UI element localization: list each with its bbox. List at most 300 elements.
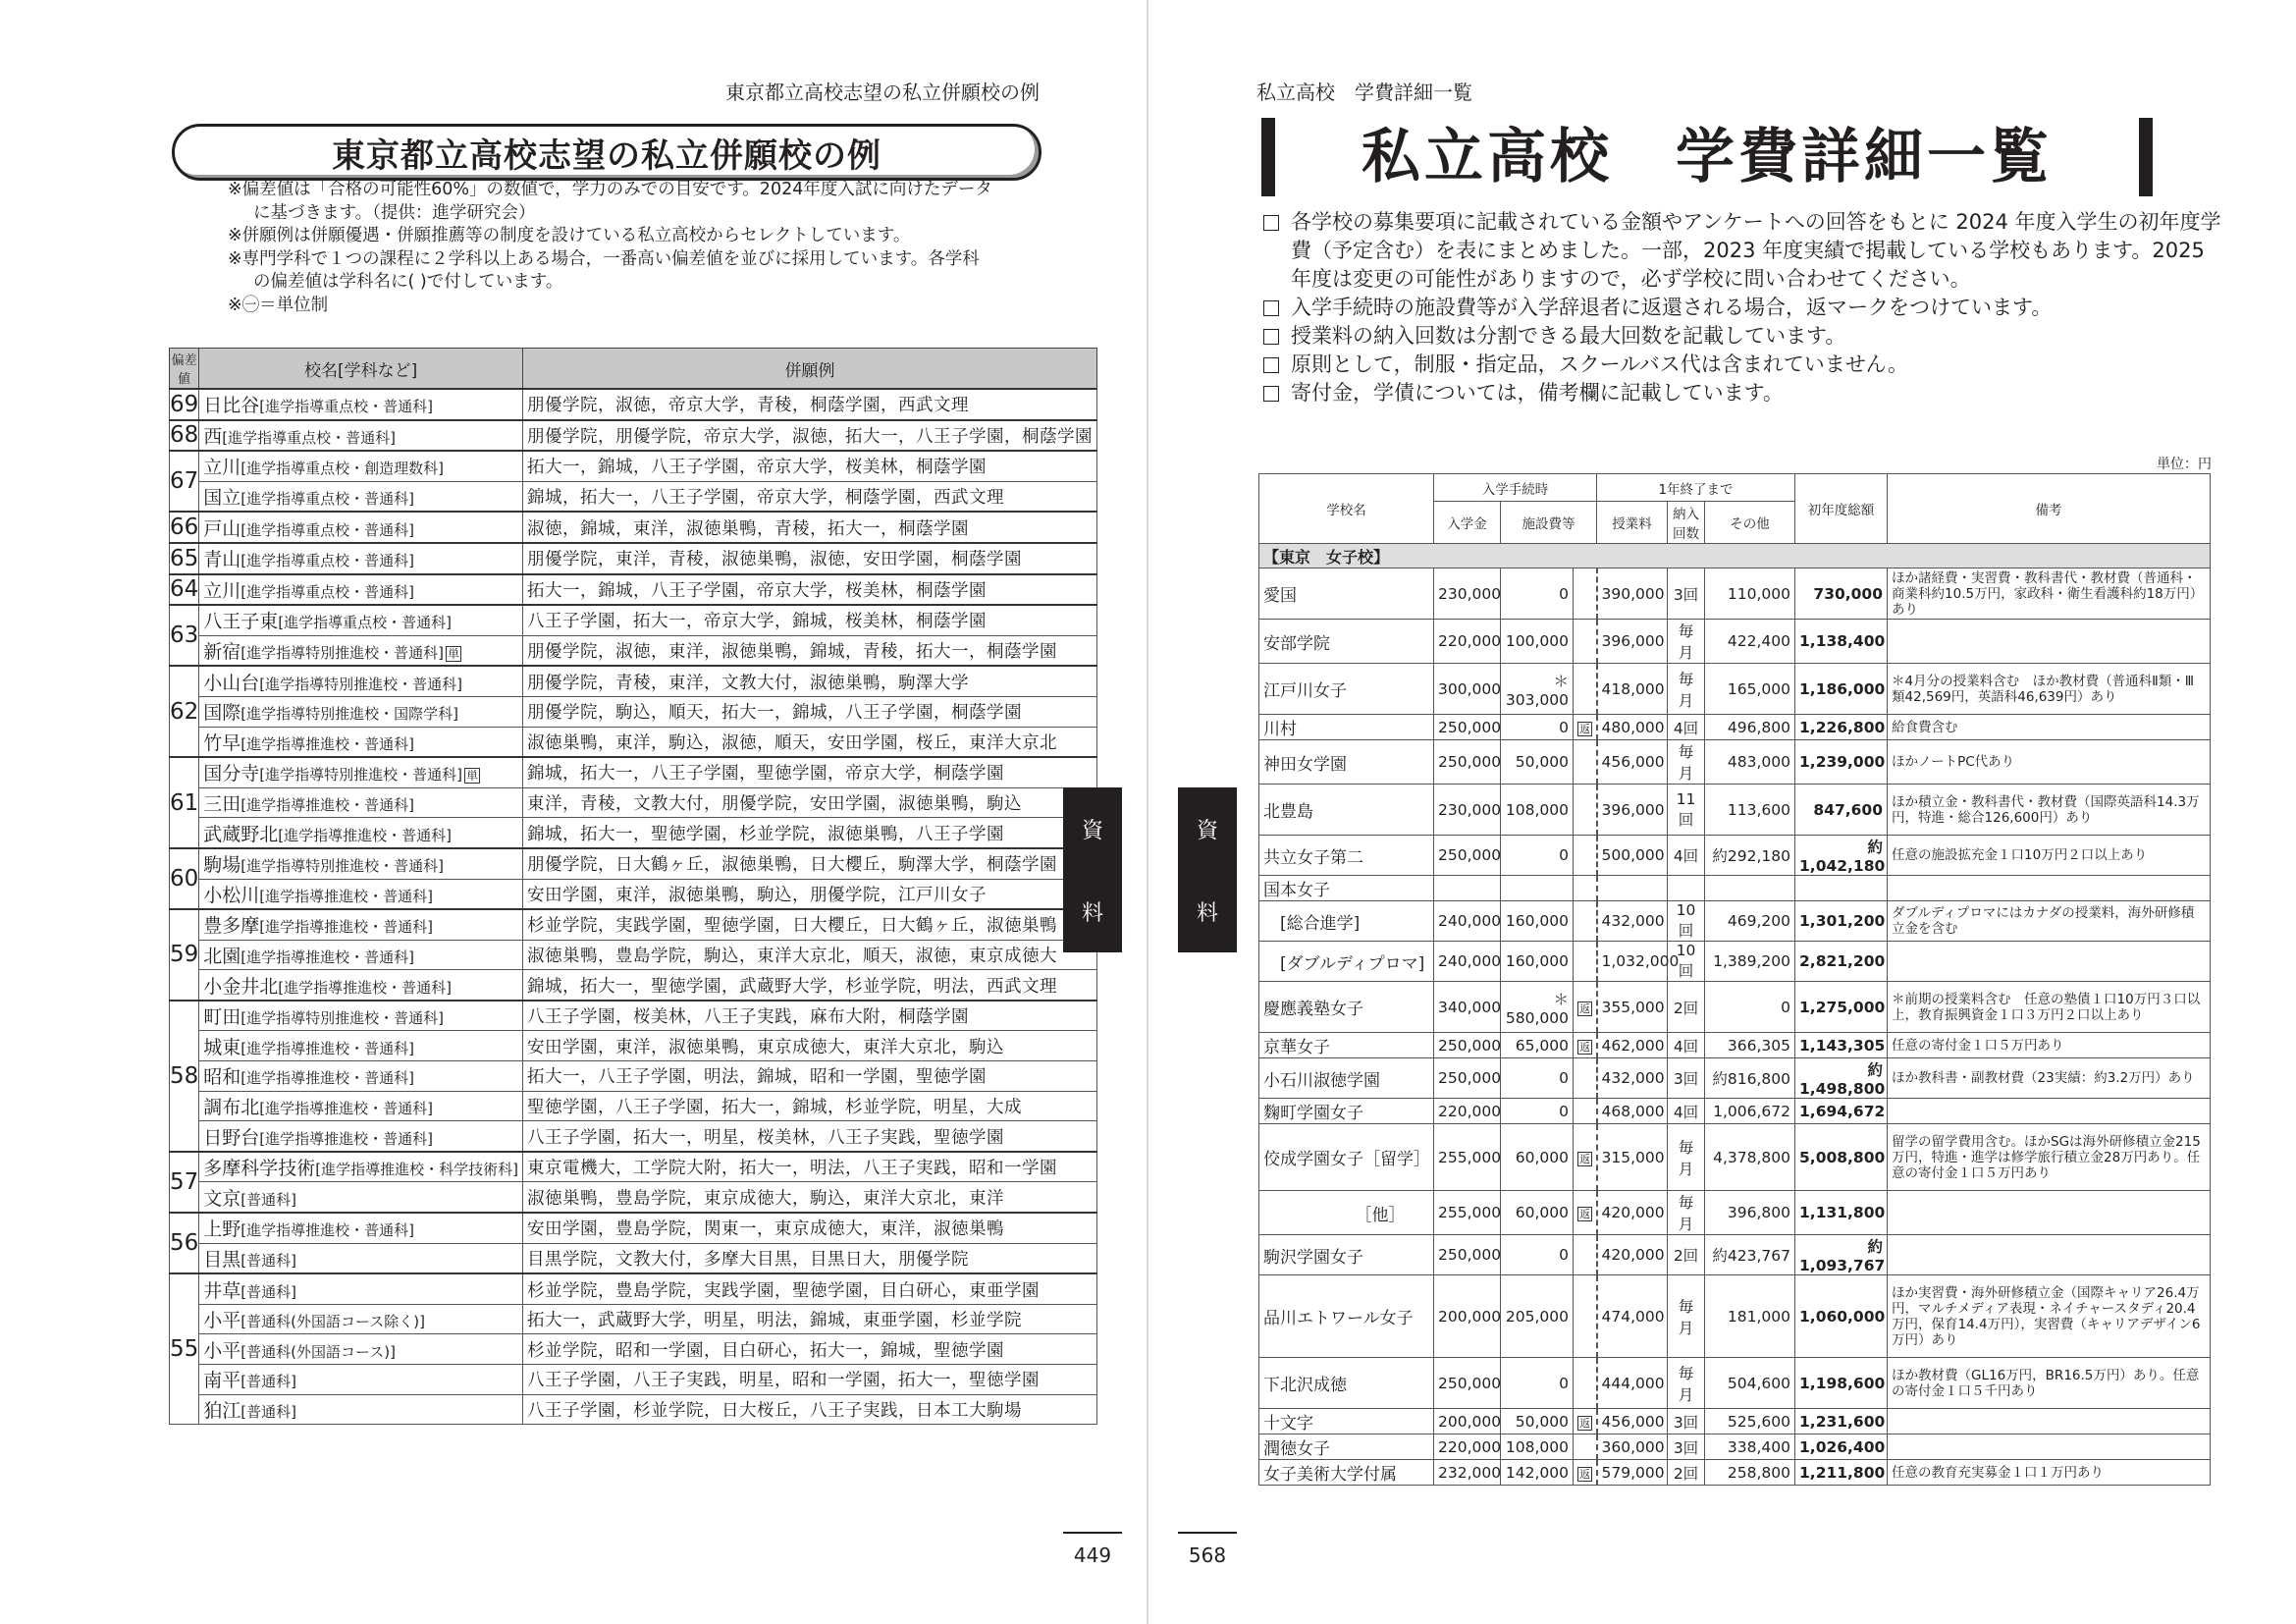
school-name: 小平 [203, 1310, 241, 1332]
school-name-cell [199, 1091, 523, 1121]
heigan-examples: 目黒学院，文教大付，多摩大目黒，目黒日大，朋優学院 [523, 1243, 1097, 1273]
heigan-examples: 朋優学院，東洋，青稜，淑徳巣鴨，淑徳，安田学園，桐蔭学園 [523, 543, 1097, 574]
facility-fee: 50,000 [1501, 740, 1574, 785]
header-school: 学校名 [1259, 474, 1434, 544]
heigan-examples: 朋優学院，青稜，東洋，文教大付，淑徳巣鴨，駒澤大学 [523, 666, 1097, 696]
installments: 4回 [1668, 1033, 1705, 1058]
refund-mark-cell [1574, 715, 1597, 740]
heigan-examples: 淑徳巣鴨，東洋，駒込，淑徳，順天，安田学園，桜丘，東洋大京北 [523, 727, 1097, 757]
refund-mark-cell [1574, 1275, 1597, 1358]
table-row [170, 481, 1097, 512]
other-fee: 4,378,800 [1705, 1124, 1795, 1191]
heigan-examples: 朋優学院，駒込，順天，拓大一，錦城，八王子学園，桐蔭学園 [523, 696, 1097, 727]
table-row [1259, 1124, 2211, 1191]
school-name-cell [199, 1061, 523, 1092]
tab-char: 料 [1196, 900, 1218, 926]
first-year-total: 約1,093,767 [1795, 1235, 1888, 1275]
heigan-examples: 朋優学院，淑徳，帝京大学，青稜，桐蔭学園，西武文理 [523, 389, 1097, 420]
entrance-fee: 255,000 [1434, 1191, 1501, 1235]
table-row [170, 1182, 1097, 1213]
header-facility: 施設費等 [1501, 502, 1597, 544]
remarks: ほか教科書・副教材費（23実績：約3.2万円）あり [1888, 1058, 2211, 1099]
refund-mark-cell [1574, 785, 1597, 836]
tuition-fee: 432,000 [1597, 1058, 1668, 1099]
school-course: [普通科] [240, 1402, 297, 1421]
table-row [170, 848, 1097, 879]
tuition-fee: 456,000 [1597, 1409, 1668, 1435]
page-number: 568 [1178, 1532, 1237, 1567]
school-name: 北園 [203, 945, 241, 967]
installments: 毎月 [1668, 620, 1705, 664]
school-name-cell [199, 727, 523, 757]
refund-mark-cell [1574, 901, 1597, 942]
school-name: 多摩科学技術 [203, 1158, 316, 1180]
installments: 3回 [1668, 1058, 1705, 1099]
refund-mark-cell [1574, 568, 1597, 620]
table-row [1259, 1435, 2211, 1460]
deviation-value: 55 [170, 1273, 199, 1424]
school-name-cell [199, 879, 523, 909]
first-year-total: 約1,498,800 [1795, 1058, 1888, 1099]
school-name: 慶應義塾女子 [1259, 982, 1434, 1033]
tab-char: 資 [1196, 818, 1218, 843]
deviation-value: 69 [170, 389, 199, 420]
entrance-fee: 250,000 [1434, 740, 1501, 785]
refund-mark-cell [1574, 1358, 1597, 1409]
facility-fee: 160,000 [1501, 901, 1574, 942]
header-school: 校名[学科など] [199, 349, 523, 390]
other-fee: 181,000 [1705, 1275, 1795, 1358]
header-examples: 併願例 [523, 349, 1097, 390]
installments: 毎月 [1668, 1191, 1705, 1235]
refund-mark-cell [1574, 1124, 1597, 1191]
school-name-cell [199, 574, 523, 606]
tuition-fee: 579,000 [1597, 1460, 1668, 1486]
facility-fee: 160,000 [1501, 942, 1574, 982]
other-fee: 0 [1705, 982, 1795, 1033]
other-fee: 1,006,672 [1705, 1099, 1795, 1124]
school-name-cell [199, 451, 523, 481]
school-name: 武蔵野北 [203, 823, 279, 845]
school-name: 狛江 [203, 1399, 241, 1422]
tab-char: 料 [1081, 900, 1103, 926]
heigan-examples: 八王子学園，杉並学院，日大桜丘，八王子実践，日本工大駒場 [523, 1394, 1097, 1425]
school-course: [普通科(外国語コース)] [240, 1342, 396, 1361]
heigan-examples: 八王子学園，桜美林，八王子実践，麻布大附，桐蔭学園 [523, 1001, 1097, 1031]
school-course: [進学指導重点校・普通科] [240, 552, 415, 570]
school-course: [進学指導重点校・普通科] [240, 520, 415, 539]
header-total: 初年度総額 [1795, 474, 1888, 544]
lead-notes [1261, 208, 2223, 407]
refund-mark: 返 [1579, 1416, 1590, 1430]
school-course: [進学指導特別推進校・普通科] [259, 766, 463, 785]
school-name: 新宿 [203, 641, 241, 664]
entrance-fee [1434, 876, 1501, 901]
unit-label: 単位：円 [2157, 457, 2212, 472]
note-line: ※専門学科で１つの課程に２学科以上ある場合，一番高い偏差値を並びに採用しています。各学科の偏差値は学科名に( )で付しています。 [228, 248, 980, 292]
remarks: ほか諸経費・実習費・教科書代・教材費（普通科・商業科約10.5万円，家政科・衛生看護科約18万円）あり [1888, 568, 2211, 620]
tuition-fee: 420,000 [1597, 1191, 1668, 1235]
school-name: 下北沢成徳 [1259, 1358, 1434, 1409]
table-row [1259, 1099, 2211, 1124]
side-tab [1178, 787, 1237, 952]
heigan-examples: 淑徳巣鴨，豊島学院，駒込，東洋大京北，順天，淑徳，東京成徳大 [523, 940, 1097, 970]
entrance-fee: 250,000 [1434, 1033, 1501, 1058]
facility-fee: 60,000 [1501, 1191, 1574, 1235]
school-name: 女子美術大学付属 [1259, 1460, 1434, 1486]
school-name: 調布北 [203, 1096, 260, 1118]
facility-fee: 0 [1501, 715, 1574, 740]
tuition-fee: 396,000 [1597, 785, 1668, 836]
table-row [170, 787, 1097, 818]
other-fee: 約423,767 [1705, 1235, 1795, 1275]
remarks: ほか実習費・海外研修積立金（国際キャリア26.4万円，マルチメディア表現・ネイチャースタディ20.4万円，保育14.4万円），実習費（キャリアデザイン6万円）あり [1888, 1275, 2211, 1358]
lead-item: 授業料の納入回数は分割できる最大回数を記載しています。 [1261, 322, 2223, 351]
facility-fee: 0 [1501, 1235, 1574, 1275]
school-name: 戸山 [203, 517, 241, 540]
school-name: 神田女学園 [1259, 740, 1434, 785]
heigan-examples: 錦城，拓大一，八王子学園，帝京大学，桐蔭学園，西武文理 [523, 481, 1097, 512]
other-fee: 258,800 [1705, 1460, 1795, 1486]
refund-mark: 返 [1579, 1208, 1590, 1220]
school-course: [進学指導推進校・普通科] [240, 796, 415, 815]
remarks: ＊前期の授業料含む 任意の塾債１口10万円３口以上，教育振興資金１口３万円２口以上あり [1888, 982, 2211, 1033]
lead-item: 入学手続時の施設費等が入学辞退者に返還される場合，返マークをつけています。 [1261, 294, 2223, 322]
school-name-cell [199, 940, 523, 970]
school-name-cell [199, 605, 523, 635]
school-name: 佼成学園女子［留学］ [1259, 1124, 1434, 1191]
school-course: [普通科] [240, 1251, 297, 1270]
remarks: 任意の教育充実募金１口１万円あり [1888, 1460, 2211, 1486]
school-name: 国本女子 [1259, 876, 1434, 901]
facility-fee: ＊580,000 [1501, 982, 1574, 1033]
school-name: 昭和 [203, 1066, 241, 1089]
first-year-total: 約1,042,180 [1795, 836, 1888, 876]
table-row [170, 389, 1097, 420]
school-name-cell [199, 787, 523, 818]
first-year-total: 1,694,672 [1795, 1099, 1888, 1124]
other-fee: 525,600 [1705, 1409, 1795, 1435]
first-year-total: 730,000 [1795, 568, 1888, 620]
tuition-fee: 1,032,000 [1597, 942, 1668, 982]
school-course: [進学指導推進校・普通科] [278, 978, 453, 997]
table-row [170, 543, 1097, 574]
installments: 2回 [1668, 1460, 1705, 1486]
school-course: [進学指導重点校・普通科] [240, 490, 415, 509]
installments: 毎月 [1668, 664, 1705, 715]
installments: 10回 [1668, 901, 1705, 942]
school-name-cell [199, 1243, 523, 1273]
table-row [170, 940, 1097, 970]
school-name: 共立女子第二 [1259, 836, 1434, 876]
installments: 3回 [1668, 568, 1705, 620]
refund-mark: 返 [1579, 1001, 1590, 1015]
school-name: 京華女子 [1259, 1033, 1434, 1058]
table-row [170, 512, 1097, 543]
other-fee: 469,200 [1705, 901, 1795, 942]
heigan-examples: 安田学園，豊島学院，関東一，東京成徳大，東洋，淑徳巣鴨 [523, 1213, 1097, 1243]
table-row [1259, 785, 2211, 836]
facility-fee: 108,000 [1501, 1435, 1574, 1460]
installments: 毎月 [1668, 1275, 1705, 1358]
entrance-fee: 340,000 [1434, 982, 1501, 1033]
remarks [1888, 620, 2211, 664]
header-admission-group: 入学手続時 [1434, 474, 1597, 502]
lead-item: 各学校の募集要項に記載されている金額やアンケートへの回答をもとに 2024 年度入学生の初年度学費（予定含む）を表にまとめました。一部，2023 年度実績で掲載している学校もあります。2025 年度は変更の可能性がありますので，必ず学校に問い合わせてください。 [1261, 208, 2223, 294]
other-fee: 約816,800 [1705, 1058, 1795, 1099]
installments: 10回 [1668, 942, 1705, 982]
heigan-examples: 朋優学院，淑徳，東洋，淑徳巣鴨，錦城，青稜，拓大一，桐蔭学園 [523, 635, 1097, 666]
refund-mark-cell [1574, 982, 1597, 1033]
school-course: [進学指導特別推進校・普通科] [240, 644, 445, 663]
table-row [1259, 664, 2211, 715]
school-name: 国分寺 [203, 763, 260, 785]
installments: 4回 [1668, 836, 1705, 876]
heigan-examples: 杉並学院，昭和一学園，目白研心，拓大一，錦城，聖徳学園 [523, 1334, 1097, 1365]
school-name: 文京 [203, 1187, 241, 1210]
entrance-fee: 220,000 [1434, 620, 1501, 664]
remarks [1888, 1235, 2211, 1275]
school-name: [ダブルディプロマ] [1259, 942, 1434, 982]
heigan-examples: 拓大一，錦城，八王子学園，帝京大学，桜美林，桐蔭学園 [523, 451, 1097, 481]
school-name: 目黒 [203, 1248, 241, 1271]
table-row [170, 1031, 1097, 1061]
school-name: 小山台 [203, 672, 260, 694]
refund-mark: 返 [1579, 1040, 1590, 1054]
remarks [1888, 1099, 2211, 1124]
header-first-year-group: 1年終了まで [1597, 474, 1795, 502]
school-name-cell [199, 1152, 523, 1182]
school-name-cell [199, 1182, 523, 1213]
tuition-fee: 468,000 [1597, 1099, 1668, 1124]
facility-fee: 50,000 [1501, 1409, 1574, 1435]
note-line: ※㊀＝単位制 [228, 295, 329, 315]
heigan-examples: 朋優学院，朋優学院，帝京大学，淑徳，拓大一，八王子学園，桐蔭学園 [523, 420, 1097, 452]
school-name: 豊多摩 [203, 915, 260, 938]
tuition-fee: 355,000 [1597, 982, 1668, 1033]
refund-mark-cell [1574, 1058, 1597, 1099]
school-name: 小金井北 [203, 975, 279, 998]
facility-fee: 65,000 [1501, 1033, 1574, 1058]
installments: 2回 [1668, 1235, 1705, 1275]
heigan-examples: 杉並学院，実践学園，聖徳学園，日大櫻丘，日大鶴ヶ丘，淑徳巣鴨 [523, 909, 1097, 940]
remarks [1888, 1435, 2211, 1460]
school-name: 潤徳女子 [1259, 1435, 1434, 1460]
tuition-fee: 396,000 [1597, 620, 1668, 664]
right-page [1148, 0, 2296, 1624]
deviation-value: 57 [170, 1152, 199, 1213]
entrance-fee: 230,000 [1434, 785, 1501, 836]
first-year-total: 1,198,600 [1795, 1358, 1888, 1409]
first-year-total: 1,226,800 [1795, 715, 1888, 740]
deviation-value: 61 [170, 757, 199, 848]
page-number: 449 [1063, 1532, 1122, 1567]
school-course: [進学指導推進校・普通科] [240, 734, 415, 753]
school-name-cell [199, 389, 523, 420]
school-name-cell [199, 543, 523, 574]
refund-mark-cell [1574, 836, 1597, 876]
table-row [170, 1334, 1097, 1365]
tuition-fee: 444,000 [1597, 1358, 1668, 1409]
school-name-cell [199, 1121, 523, 1152]
school-name: 駒沢学園女子 [1259, 1235, 1434, 1275]
school-name: 八王子東 [203, 611, 279, 633]
remarks: ほか積立金・教科書代・教材費（国際英語科14.3万円，特進・総合126,600円）あり [1888, 785, 2211, 836]
other-fee: 1,389,200 [1705, 942, 1795, 982]
other-fee: 約292,180 [1705, 836, 1795, 876]
table-row [170, 879, 1097, 909]
school-name-cell [199, 1394, 523, 1425]
heigan-examples: 聖徳学園，八王子学園，拓大一，錦城，杉並学院，明星，大成 [523, 1091, 1097, 1121]
school-name: 町田 [203, 1006, 241, 1029]
tuition-fee: 462,000 [1597, 1033, 1668, 1058]
refund-mark: 返 [1579, 1152, 1590, 1165]
school-course: [進学指導推進校・科学技術科] [315, 1161, 519, 1179]
table-row [170, 909, 1097, 940]
table-row [1259, 942, 2211, 982]
facility-fee: 0 [1501, 1358, 1574, 1409]
first-year-total: 2,821,200 [1795, 942, 1888, 982]
refund-mark-cell [1574, 1460, 1597, 1486]
remarks [1888, 1409, 2211, 1435]
school-name: 竹早 [203, 731, 241, 754]
school-name: 小松川 [203, 884, 260, 906]
deviation-value: 67 [170, 451, 199, 512]
installments: 2回 [1668, 982, 1705, 1033]
first-year-total: 847,600 [1795, 785, 1888, 836]
school-course: [普通科] [240, 1282, 297, 1301]
school-course: [進学指導重点校・普通科] [240, 582, 415, 601]
school-name: 愛国 [1259, 568, 1434, 620]
table-row [170, 1001, 1097, 1031]
remarks: 給食費含む [1888, 715, 2211, 740]
table-row [1259, 1058, 2211, 1099]
school-course: [進学指導推進校・普通科] [259, 918, 434, 937]
table-row [1259, 836, 2211, 876]
table-row [170, 1152, 1097, 1182]
school-course: [進学指導推進校・普通科] [240, 1221, 415, 1240]
installments: 毎月 [1668, 740, 1705, 785]
entrance-fee: 200,000 [1434, 1409, 1501, 1435]
refund-mark: 返 [1579, 1467, 1590, 1481]
heigan-examples: 安田学園，東洋，淑徳巣鴨，東京成徳大，東洋大京北，駒込 [523, 1031, 1097, 1061]
header-remarks: 備考 [1888, 474, 2211, 544]
running-head: 東京都立高校志望の私立併願校の例 [725, 81, 1040, 104]
table-row [1259, 1358, 2211, 1409]
table-row [170, 1243, 1097, 1273]
school-course: [進学指導推進校・普通科] [259, 887, 434, 905]
school-name: 日野台 [203, 1126, 260, 1149]
heigan-examples: 朋優学院，日大鶴ヶ丘，淑徳巣鴨，日大櫻丘，駒澤大学，桐蔭学園 [523, 848, 1097, 879]
school-name: 南平 [203, 1370, 241, 1392]
school-course: [進学指導特別推進校・普通科] [240, 857, 445, 876]
school-course: [進学指導重点校・普通科] [278, 614, 453, 632]
school-name: 三田 [203, 793, 241, 816]
table-row [170, 420, 1097, 452]
heigan-examples: 淑徳，錦城，東洋，淑徳巣鴨，青稜，拓大一，桐蔭学園 [523, 512, 1097, 543]
school-name-cell [199, 1001, 523, 1031]
other-fee: 366,305 [1705, 1033, 1795, 1058]
table-row [170, 1091, 1097, 1121]
school-name: 江戸川女子 [1259, 664, 1434, 715]
school-name: 小石川淑徳学園 [1259, 1058, 1434, 1099]
facility-fee: 142,000 [1501, 1460, 1574, 1486]
school-name-cell [199, 666, 523, 696]
first-year-total [1795, 876, 1888, 901]
facility-fee: 108,000 [1501, 785, 1574, 836]
table-row [1259, 740, 2211, 785]
header-deviation: 偏差値 [170, 349, 199, 390]
tuition-fee: 456,000 [1597, 740, 1668, 785]
page-title: 東京都立高校志望の私立併願校の例 [172, 124, 1041, 181]
facility-fee [1501, 876, 1574, 901]
refund-mark-cell [1574, 942, 1597, 982]
table-row [170, 1304, 1097, 1334]
entrance-fee: 250,000 [1434, 836, 1501, 876]
refund-mark: 返 [1579, 722, 1590, 735]
school-name-cell [199, 909, 523, 940]
remarks: 任意の寄付金１口５万円あり [1888, 1033, 2211, 1058]
other-fee: 110,000 [1705, 568, 1795, 620]
heigan-examples: 拓大一，八王子学園，明法，錦城，昭和一学園，聖徳学園 [523, 1061, 1097, 1092]
first-year-total: 1,060,000 [1795, 1275, 1888, 1358]
side-tab [1063, 787, 1122, 952]
table-row [170, 1365, 1097, 1395]
heigan-examples: 拓大一，錦城，八王子学園，帝京大学，桜美林，桐蔭学園 [523, 574, 1097, 606]
school-name-cell [199, 481, 523, 512]
school-name: 北豊島 [1259, 785, 1434, 836]
remarks: 留学の留学費用含む。ほかSGは海外研修積立金215万円，特進・進学は修学旅行積立金28万円あり。任意の寄付金１口５万円あり [1888, 1124, 2211, 1191]
school-name: 十文字 [1259, 1409, 1434, 1435]
deviation-value: 62 [170, 666, 199, 757]
entrance-fee: 300,000 [1434, 664, 1501, 715]
table-row [1259, 715, 2211, 740]
other-fee: 396,800 [1705, 1191, 1795, 1235]
heigan-examples: 杉並学院，豊島学院，実践学園，聖徳学園，目白研心，東亜学園 [523, 1273, 1097, 1304]
tuition-fee: 418,000 [1597, 664, 1668, 715]
entrance-fee: 250,000 [1434, 1235, 1501, 1275]
heigan-examples: 錦城，拓大一，聖徳学園，杉並学院，淑徳巣鴨，八王子学園 [523, 818, 1097, 848]
deviation-value: 68 [170, 420, 199, 452]
facility-fee: 0 [1501, 836, 1574, 876]
school-course: [進学指導推進校・普通科] [240, 947, 415, 966]
school-name-cell [199, 970, 523, 1001]
table-row [170, 727, 1097, 757]
facility-fee: 205,000 [1501, 1275, 1574, 1358]
header-tuition: 授業料 [1597, 502, 1668, 544]
other-fee: 504,600 [1705, 1358, 1795, 1409]
school-name-cell [199, 818, 523, 848]
school-name: 品川エトワール女子 [1259, 1275, 1434, 1358]
school-course: [進学指導重点校・普通科] [222, 428, 397, 447]
table-row [1259, 1460, 2211, 1486]
installments [1668, 876, 1705, 901]
table-row [170, 666, 1097, 696]
school-name-cell [199, 1031, 523, 1061]
facility-fee: 60,000 [1501, 1124, 1574, 1191]
other-fee: 422,400 [1705, 620, 1795, 664]
school-name: ［他］ [1259, 1191, 1434, 1235]
heigan-examples: 八王子学園，拓大一，明星，桜美林，八王子実践，聖徳学園 [523, 1121, 1097, 1152]
school-name-cell [199, 1273, 523, 1304]
school-name-cell [199, 757, 523, 787]
table-row [1259, 1409, 2211, 1435]
table-row [1259, 1191, 2211, 1235]
school-course: [普通科] [240, 1373, 297, 1391]
school-name: 国立 [203, 487, 241, 510]
table-row [170, 1273, 1097, 1304]
table-row [170, 818, 1097, 848]
